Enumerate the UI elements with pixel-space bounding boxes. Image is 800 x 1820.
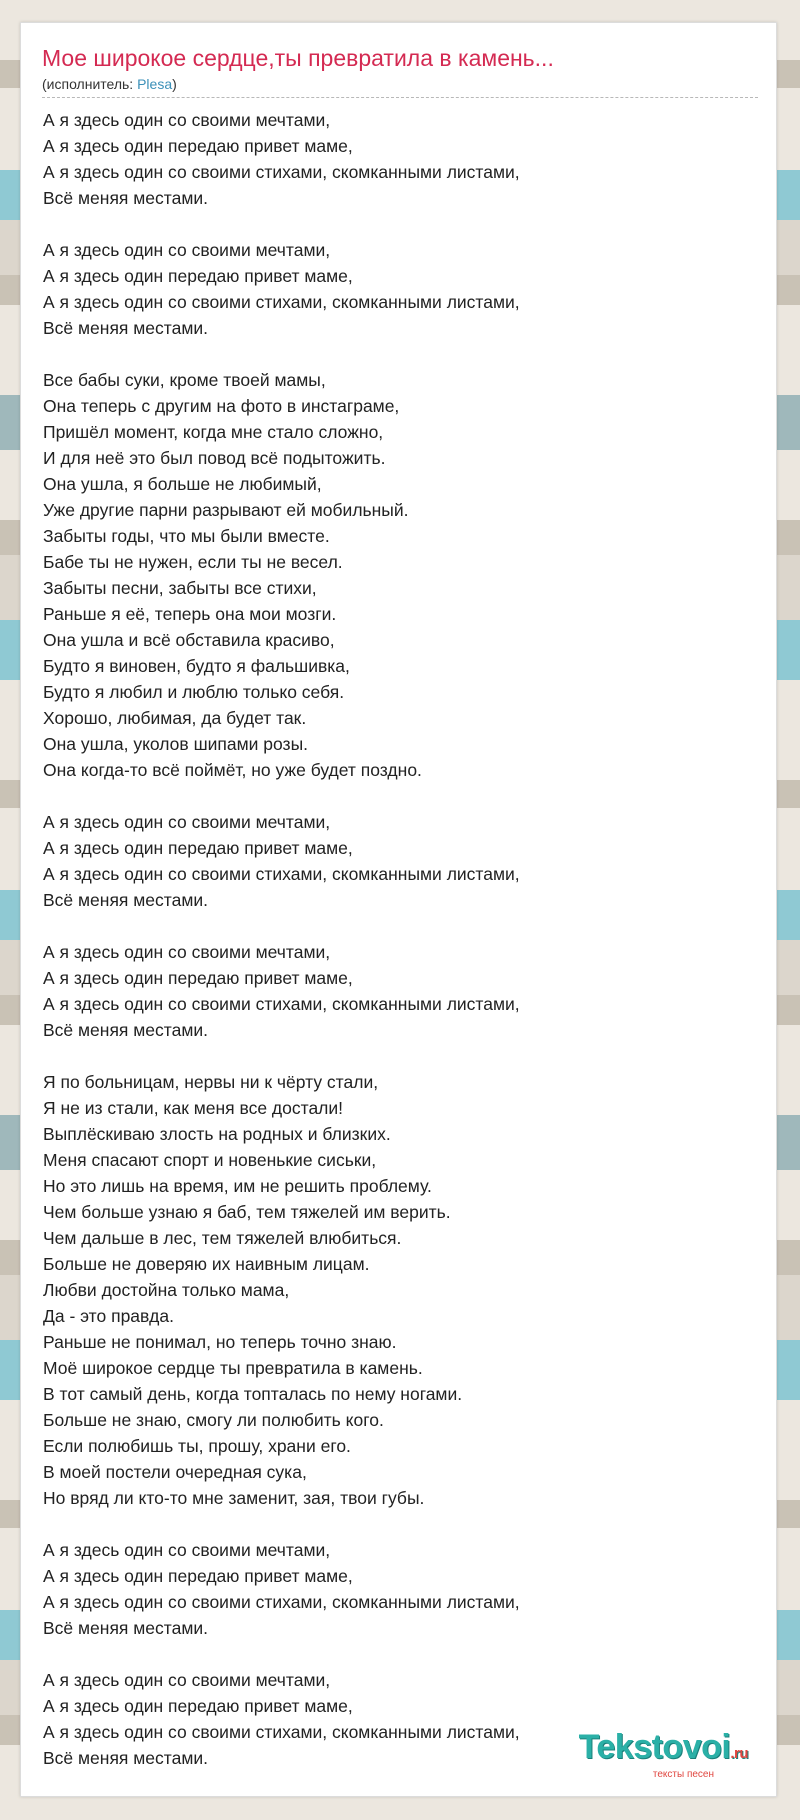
lyrics-line: Раньше не понимал, но теперь точно знаю. bbox=[43, 1332, 397, 1352]
lyrics-line: Забыты песни, забыты все стихи, bbox=[43, 578, 317, 598]
lyrics-line: Выплёскиваю злость на родных и близких. bbox=[43, 1124, 391, 1144]
lyrics-line: Будто я виновен, будто я фальшивка, bbox=[43, 656, 350, 676]
lyrics-line: В тот самый день, когда топталась по нему ногами. bbox=[43, 1384, 463, 1404]
lyrics-line: Да - это правда. bbox=[43, 1306, 174, 1326]
lyrics-line: А я здесь один со своими стихами, скомканными листами, bbox=[43, 292, 520, 312]
logo-text bbox=[579, 1730, 748, 1771]
lyrics-line: А я здесь один со своими мечтами, bbox=[43, 812, 331, 832]
lyrics-line: Раньше я её, теперь она мои мозги. bbox=[43, 604, 337, 624]
lyrics-stanza bbox=[43, 367, 753, 783]
artist-line bbox=[42, 75, 758, 98]
lyrics-line: Хорошо, любимая, да будет так. bbox=[43, 708, 307, 728]
lyrics-line: Она ушла, я больше не любимый, bbox=[43, 474, 322, 494]
lyrics-line: А я здесь один передаю привет маме, bbox=[43, 838, 353, 858]
lyrics-line: А я здесь один передаю привет маме, bbox=[43, 266, 353, 286]
lyrics-line: А я здесь один передаю привет маме, bbox=[43, 968, 353, 988]
lyrics-line: Всё меняя местами. bbox=[43, 890, 208, 910]
lyrics-line: В моей постели очередная сука, bbox=[43, 1462, 307, 1482]
lyrics-line: Всё меняя местами. bbox=[43, 1020, 208, 1040]
lyrics-line: А я здесь один передаю привет маме, bbox=[43, 1696, 353, 1716]
lyrics-line: Забыты годы, что мы были вместе. bbox=[43, 526, 330, 546]
lyrics-line: Но вряд ли кто-то мне заменит, зая, твои губы. bbox=[43, 1488, 425, 1508]
lyrics-card bbox=[20, 22, 777, 1797]
lyrics-line: Меня спасают спорт и новенькие сиськи, bbox=[43, 1150, 377, 1170]
lyrics-line: Она ушла и всё обставила красиво, bbox=[43, 630, 335, 650]
lyrics-line: А я здесь один со своими стихами, скомканными листами, bbox=[43, 1592, 520, 1612]
lyrics-line: Бабе ты не нужен, если ты не весел. bbox=[43, 552, 343, 572]
lyrics-text bbox=[43, 107, 753, 1797]
lyrics-line: Я не из стали, как меня все достали! bbox=[43, 1098, 344, 1118]
lyrics-line: Моё широкое сердце ты превратила в камень. bbox=[43, 1358, 423, 1378]
logo-tagline: тексты песен bbox=[652, 1769, 714, 1780]
lyrics-line: Она теперь с другим на фото в инстаграме, bbox=[43, 396, 400, 416]
lyrics-line: А я здесь один со своими стихами, скомканными листами, bbox=[43, 1722, 520, 1742]
lyrics-line: Я по больницам, нервы ни к чёрту стали, bbox=[43, 1072, 379, 1092]
lyrics-line: А я здесь один со своими стихами, скомканными листами, bbox=[43, 864, 520, 884]
lyrics-stanza bbox=[43, 1537, 753, 1641]
lyrics-line: А я здесь один со своими стихами, скомканными листами, bbox=[43, 994, 520, 1014]
site-logo[interactable] bbox=[579, 1730, 748, 1780]
lyrics-line: Чем дальше в лес, тем тяжелей влюбиться. bbox=[43, 1228, 402, 1248]
lyrics-line: Уже другие парни разрывают ей мобильный. bbox=[43, 500, 409, 520]
lyrics-line: Всё меняя местами. bbox=[43, 188, 208, 208]
lyrics-line: Всё меняя местами. bbox=[43, 318, 208, 338]
lyrics-line: И для неё это был повод всё подытожить. bbox=[43, 448, 386, 468]
song-header bbox=[42, 43, 758, 98]
lyrics-stanza bbox=[43, 1069, 753, 1511]
lyrics-line: А я здесь один со своими мечтами, bbox=[43, 1540, 331, 1560]
logo-name: Tekstovoi bbox=[578, 1728, 731, 1766]
lyrics-line: Если полюбишь ты, прошу, храни его. bbox=[43, 1436, 351, 1456]
lyrics-line: Она ушла, уколов шипами розы. bbox=[43, 734, 309, 754]
lyrics-line: А я здесь один со своими мечтами, bbox=[43, 942, 331, 962]
lyrics-line: Всё меняя местами. bbox=[43, 1748, 208, 1768]
lyrics-line: Пришёл момент, когда мне стало сложно, bbox=[43, 422, 384, 442]
lyrics-stanza bbox=[43, 809, 753, 913]
lyrics-line: А я здесь один со своими мечтами, bbox=[43, 110, 331, 130]
logo-tld: .ru bbox=[730, 1745, 748, 1762]
lyrics-line: Больше не знаю, смогу ли полюбить кого. bbox=[43, 1410, 384, 1430]
lyrics-line: Но это лишь на время, им не решить проблему. bbox=[43, 1176, 432, 1196]
lyrics-line: Она когда-то всё поймёт, но уже будет поздно. bbox=[43, 760, 422, 780]
lyrics-line: А я здесь один передаю привет маме, bbox=[43, 136, 353, 156]
lyrics-stanza bbox=[43, 107, 753, 211]
artist-suffix: ) bbox=[172, 76, 177, 92]
lyrics-line: Больше не доверяю их наивным лицам. bbox=[43, 1254, 370, 1274]
lyrics-line: А я здесь один со своими мечтами, bbox=[43, 1670, 331, 1690]
lyrics-line: Все бабы суки, кроме твоей мамы, bbox=[43, 370, 326, 390]
lyrics-line: Любви достойна только мама, bbox=[43, 1280, 290, 1300]
lyrics-line: Будто я любил и люблю только себя. bbox=[43, 682, 345, 702]
lyrics-line: А я здесь один передаю привет маме, bbox=[43, 1566, 353, 1586]
lyrics-stanza bbox=[43, 237, 753, 341]
lyrics-line: Чем больше узнаю я баб, тем тяжелей им верить. bbox=[43, 1202, 451, 1222]
lyrics-stanza bbox=[43, 939, 753, 1043]
artist-prefix: (исполнитель: bbox=[42, 76, 138, 92]
lyrics-line: А я здесь один со своими стихами, скомканными листами, bbox=[43, 162, 520, 182]
artist-link[interactable]: Plesa bbox=[137, 76, 173, 92]
lyrics-line: Всё меняя местами. bbox=[43, 1618, 208, 1638]
lyrics-line: А я здесь один со своими мечтами, bbox=[43, 240, 331, 260]
song-title: Мое широкое сердце,ты превратила в камень... bbox=[42, 45, 554, 71]
